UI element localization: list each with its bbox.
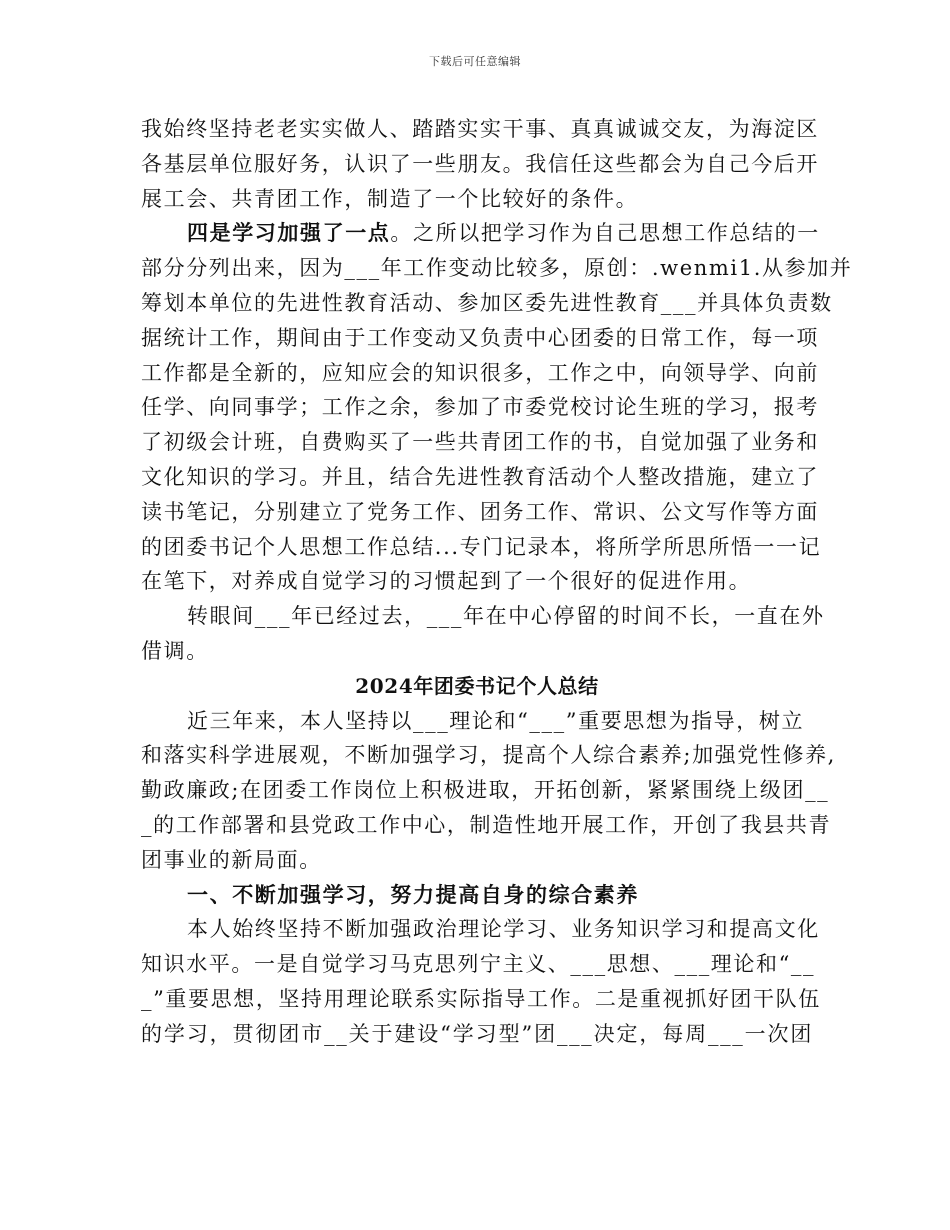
- text-span: 。之所以把学习作为自己思想工作总结的一: [390, 221, 820, 246]
- text-line: 我始终坚持老老实实做人、踏踏实实干事、真真诚诚交友，为海淀区: [141, 117, 819, 141]
- text-line: 团事业的新局面。: [141, 847, 322, 872]
- text-line: 读书笔记，分别建立了党务工作、团务工作、常识、公文写作等方面: [141, 499, 819, 524]
- bold-lead: 四是学习加强了一点: [187, 220, 391, 246]
- text-line: 本人始终坚持不断加强政治理论学习、业务知识学习和提高文化: [187, 917, 820, 942]
- text-line: 工作都是全新的，应知应会的知识很多，工作之中，向领导学、向前: [141, 360, 819, 385]
- header-note: 下载后可任意编辑: [429, 55, 521, 68]
- text-line: 部分分列出来，因为___年工作变动比较多，原创：.wenmi1.从参加并: [141, 256, 853, 281]
- text-line: _”重要思想，坚持用理论联系实际指导工作。二是重视抓好团干队伍: [141, 986, 821, 1011]
- text-line: 的团委书记个人思想工作总结...专门记录本，将所学所思所悟一一记: [141, 534, 822, 559]
- text-line: 了初级会计班，自费购买了一些共青团工作的书，自觉加强了业务和: [141, 430, 819, 455]
- text-line: 筹划本单位的先进性教育活动、参加区委先进性教育___并具体负责数: [141, 290, 833, 315]
- text-line: 勤政廉政;在团委工作岗位上积极进取，开拓创新，紧紧围绕上级团__: [141, 778, 830, 803]
- text-line: 文化知识的学习。并且，结合先进性教育活动个人整改措施，建立了: [141, 464, 819, 489]
- text-line: 和落实科学进展观，不断加强学习，提高个人综合素养;加强党性修养,: [141, 743, 836, 768]
- paragraph-first-line: [141, 216, 820, 251]
- text-line: 展工会、共青团工作，制造了一个比较好的条件。: [141, 186, 639, 211]
- text-line: 各基层单位服好务，认识了一些朋友。我信任这些都会为自己今后开: [141, 151, 819, 176]
- text-line: _的工作部署和县党政工作中心，制造性地开展工作，开创了我县共青: [141, 812, 832, 837]
- text-line: 知识水平。一是自觉学习马克思列宁主义、___思想、___理论和“__: [141, 952, 816, 977]
- text-line: 转眼间___年已经过去，___年在中心停留的时间不长，一直在外: [187, 604, 825, 629]
- text-line: 据统计工作，期间由于工作变动又负责中心团委的日常工作，每一项: [141, 325, 819, 350]
- text-line: 任学、向同事学；工作之余，参加了市委党校讨论生班的学习，报考: [141, 395, 819, 420]
- text-line: 在笔下，对养成自觉学习的习惯起到了一个很好的促进作用。: [141, 569, 752, 594]
- text-line: 近三年来，本人坚持以___理论和“___”重要思想为指导，树立: [187, 708, 805, 733]
- text-line: 借调。: [141, 638, 209, 663]
- section-heading: 一、不断加强学习，努力提高自身的综合素养: [187, 881, 639, 907]
- section-title: 2024年团委书记个人总结: [355, 673, 599, 698]
- text-line: 的学习，贯彻团市__关于建设“学习型”团___决定，每周___一次团: [141, 1021, 813, 1046]
- document-body: [141, 112, 853, 1052]
